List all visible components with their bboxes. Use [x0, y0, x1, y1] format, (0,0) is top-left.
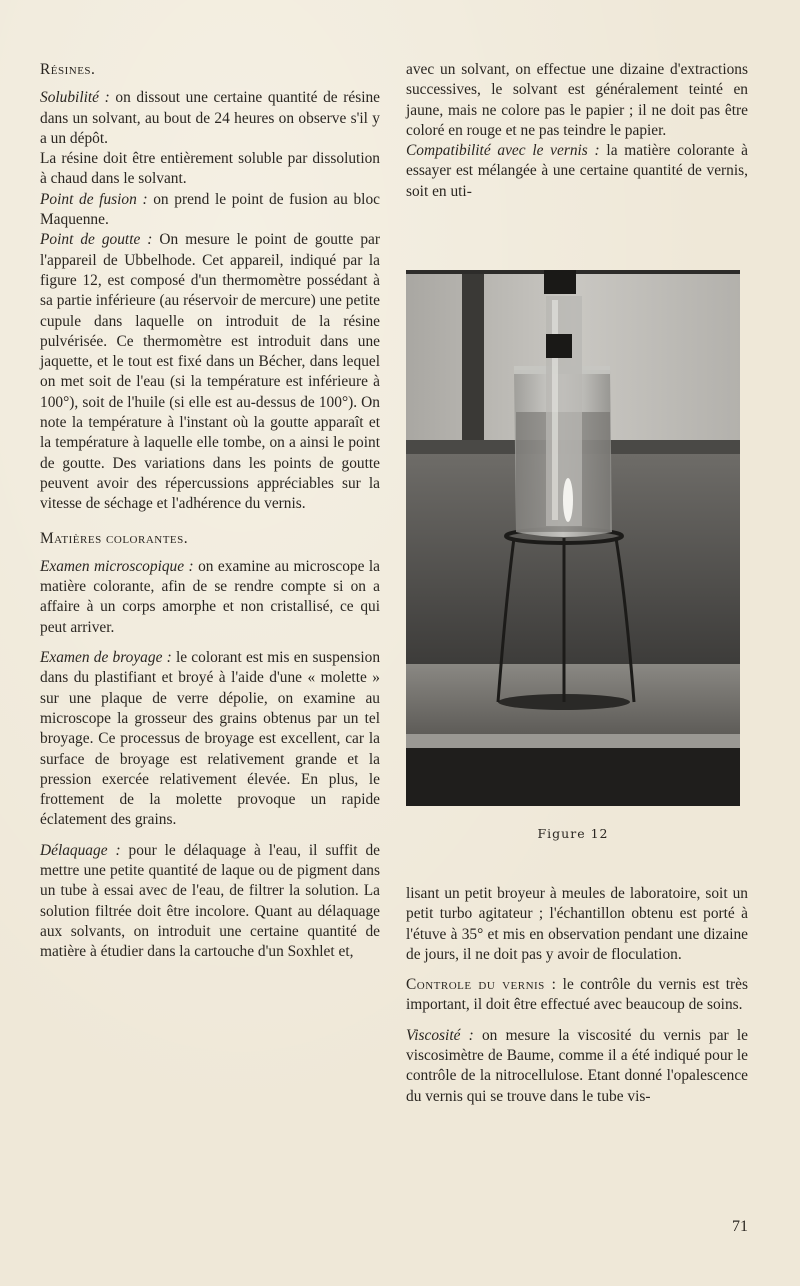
- heading-matieres-colorantes: Matières colorantes.: [40, 529, 189, 547]
- text-fusion: on prend le point de fusion au bloc Maquenne.: [40, 190, 380, 229]
- term-examen-microscopique: Examen microscopique :: [40, 557, 194, 575]
- paragraph-delaquage: [40, 841, 380, 963]
- term-viscosite: Viscosité :: [406, 1026, 474, 1044]
- apparatus-photo-icon: [406, 270, 740, 806]
- text-examen-broyage: le colorant est mis en suspension dans du plastifiant et broyé à l'aide d'une « molette » sur une plaque de verre dépolie, on examine au microscope la grosseur des grains obtenus par un tel broyage. Ce processus de broyage est excellent, car la surface de broyage est relativement grande et la pression exercée relativement élevée. En plus, le frottement de la molette provoque un rapide éclatement des grains.: [40, 649, 381, 829]
- term-delaquage: Délaquage :: [40, 841, 121, 859]
- paragraph-controle: [406, 975, 748, 1016]
- text-viscosite: on mesure la viscosité du vernis par le viscosimètre de Baume, comme il a été indiqué pour le contrôle de la nitrocellulose. Etant donné l'opalescence du vernis qui se trouve dans le tube vis-: [406, 1026, 748, 1105]
- paragraph-extractions: avec un solvant, on effectue une dizaine d'extractions successives, le solvant est généralement teinté en jaune, mais ne colore pas le papier ; il ne doit pas être coloré en rouge et ne pas teindre le papier.: [406, 61, 748, 139]
- text-solubilite: on dissout une certaine quantité de résine dans un solvant, au bout de 24 heures on observe s'il y a un dépôt.: [40, 89, 380, 147]
- left-column: [40, 60, 380, 962]
- heading-resines: Résines.: [40, 61, 96, 78]
- term-solubilite: Solubilité :: [40, 89, 110, 107]
- paragraph-goutte: [40, 230, 380, 514]
- text-compatibilite: la matière colorante à essayer est mélangée à une certaine quantité de vernis, soit en uti-: [406, 142, 748, 200]
- paragraph-compatibilite: [406, 141, 748, 202]
- term-fusion: Point de fusion :: [40, 190, 148, 208]
- text-goutte: On mesure le point de goutte par l'appareil de Ubbelhode. Cet appareil, indiqué par la figure 12, est composé d'un thermomètre possédant à sa partie inférieure (au réservoir de mercure) une petite cupule dans laquelle on introduit de la résine pulvérisée. Ce thermomètre est introduit dans une jaquette, et le tout est fixé dans un Bécher, dans lequel on met soit de l'eau (si la température est inférieure à 100°), soit de l'huile (si elle est au-dessus de 100°). On note la température à l'instant où la goutte apparaît et la température à laquelle elle tombe, on a ainsi le point de goutte. Des variations dans les points de goutte peuvent avoir des répercussions appréciables sur la vitesse de séchage et l'adhérence du vernis.: [40, 231, 380, 513]
- paragraph-fusion: [40, 190, 380, 231]
- paragraph-examen-broyage: [40, 648, 380, 831]
- term-examen-broyage: Examen de broyage :: [40, 649, 172, 667]
- page-number: 71: [732, 1218, 748, 1235]
- text-examen-microscopique: on examine au microscope la matière colorante, afin de se rendre compte si on a affaire à un corps amorphe et non cristallisé, ce qui peut arriver.: [40, 557, 380, 636]
- paragraph-examen-microscopique: [40, 557, 380, 638]
- right-column-lower: [406, 884, 748, 1107]
- term-compatibilite: Compatibilité avec le vernis :: [406, 142, 600, 160]
- heading-controle-vernis: Controle du vernis :: [406, 976, 557, 994]
- paragraph-solubilite-2: La résine doit être entièrement soluble par dissolution à chaud dans le solvant.: [40, 150, 380, 188]
- text-delaquage: pour le délaquage à l'eau, il suffit de mettre une petite quantité de laque ou de pigment dans un tube à essai avec de l'eau, de filtrer la solution. La solution filtrée doit être incolore. Quant au délaquage aux solvants, on introduit une certaine quantité de matière à étudier dans la cartouche d'un Soxhlet et,: [40, 841, 380, 961]
- figure-caption: Figure 12: [537, 826, 609, 841]
- paragraph-viscosite: [406, 1026, 748, 1107]
- right-column-top: [406, 60, 748, 202]
- text-controle-vernis: le contrôle du vernis est très important, il doit être effectué avec beaucoup de soins.: [406, 976, 748, 1014]
- paragraph-solubilite: [40, 88, 380, 149]
- figure-photo-ubbelhode-apparatus: [406, 270, 740, 806]
- term-goutte: Point de goutte :: [40, 231, 153, 249]
- paragraph-broyeur: lisant un petit broyeur à meules de laboratoire, soit un petit turbo agitateur ; l'échantillon obtenu est porté à l'étuve à 35° et mis en observation pendant une dizaine de jours, il ne doit pas y avoir de floculation.: [406, 885, 748, 963]
